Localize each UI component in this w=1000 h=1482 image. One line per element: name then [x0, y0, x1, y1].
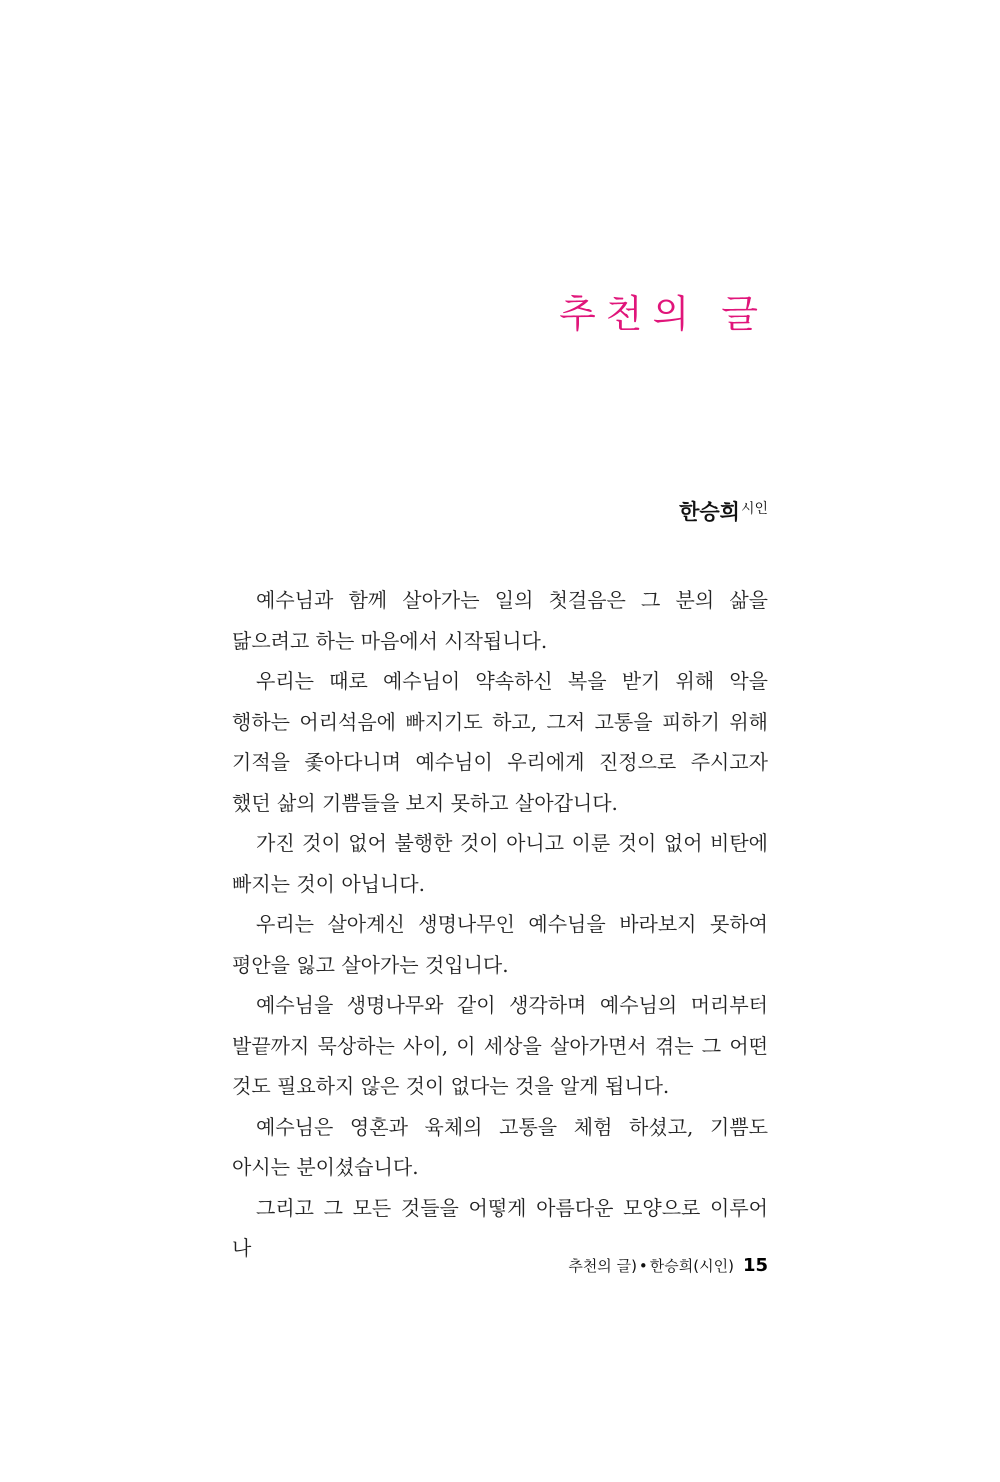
- footer-author: 한승희(시인): [649, 1257, 734, 1275]
- paragraph: 가진 것이 없어 불행한 것이 아니고 이룬 것이 없어 비탄에 빠지는 것이 아닙니다.: [232, 831, 768, 896]
- paragraph: 그리고 그 모든 것들을 어떻게 아름다운 모양으로 이루어 나: [232, 1195, 768, 1260]
- page-number: 15: [742, 1255, 768, 1276]
- footer-separator: •: [638, 1257, 648, 1275]
- paragraph: 예수님을 생명나무와 같이 생각하며 예수님의 머리부터 발끝까지 묵상하는 사이, 이 세상을 살아가면서 겪는 그 어떤 것도 필요하지 않은 것이 없다는 것을 알게 됩니다.: [232, 993, 768, 1098]
- paragraph: 예수님은 영혼과 육체의 고통을 체험 하셨고, 기쁨도 아시는 분이셨습니다.: [232, 1114, 768, 1179]
- author-role: 시인: [740, 501, 768, 517]
- author-name: 한승희: [679, 500, 740, 524]
- footer-title: 추천의 글: [568, 1257, 632, 1275]
- body-text: [232, 580, 768, 1269]
- running-footer: 추천의 글) • 한승희(시인) 15: [568, 1255, 768, 1276]
- paragraph: 예수님과 함께 살아가는 일의 첫걸음은 그 분의 삶을 닮으려고 하는 마음에서 시작됩니다.: [232, 588, 768, 653]
- author-byline: [679, 494, 768, 527]
- paragraph: 우리는 때로 예수님이 약속하신 복을 받기 위해 악을 행하는 어리석음에 빠지기도 하고, 그저 고통을 피하기 위해 기적을 좇아다니며 예수님이 우리에게 진정으로 주시고자 했던 삶의 기쁨들을 보지 못하고 살아갑니다.: [232, 669, 768, 815]
- page-title: 추천의 글: [559, 292, 768, 336]
- paragraph: 우리는 살아계신 생명나무인 예수님을 바라보지 못하여 평안을 잃고 살아가는 것입니다.: [232, 912, 768, 977]
